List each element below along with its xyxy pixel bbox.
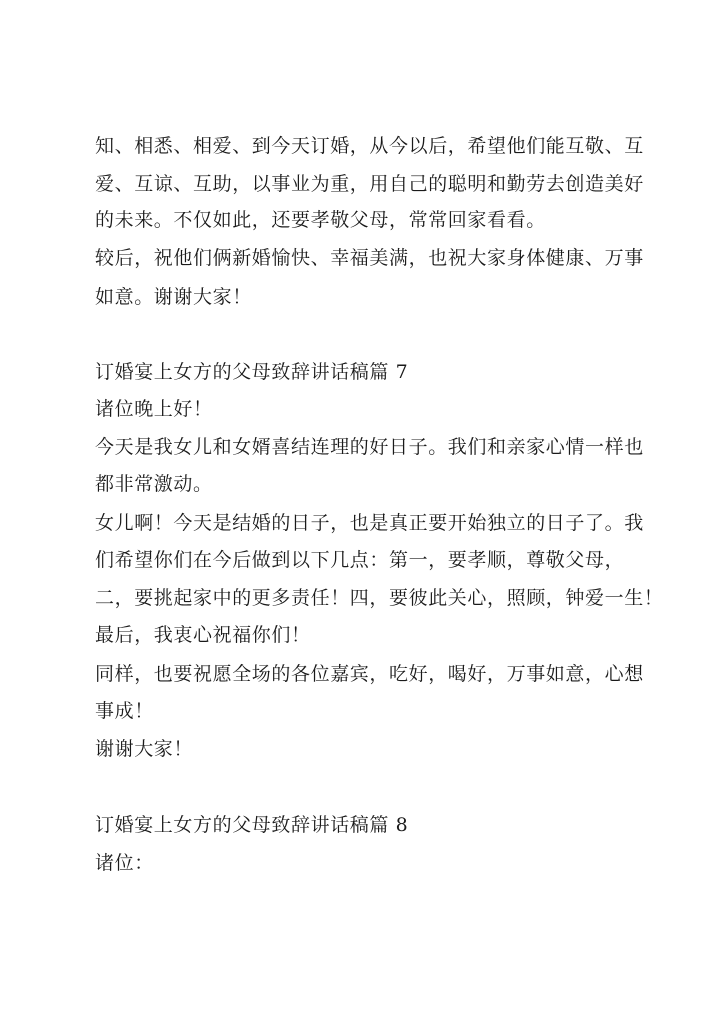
text-line: 知、相悉、相爱、到今天订婚，从今以后，希望他们能互敬、互: [95, 135, 644, 157]
section-heading: 订婚宴上女方的父母致辞讲话稿篇 8: [95, 814, 409, 836]
text-line: 同样，也要祝愿全场的各位嘉宾，吃好，喝好，万事如意，心想: [95, 663, 644, 685]
text-line: 今天是我女儿和女婿喜结连理的好日子。我们和亲家心情一样也: [95, 436, 644, 458]
text-line: 女儿啊！今天是结婚的日子，也是真正要开始独立的日子了。我: [95, 512, 644, 534]
text-line: 诸位：: [95, 852, 154, 874]
text-line: 爱、互谅、互助，以事业为重，用自己的聪明和勤劳去创造美好: [95, 173, 644, 195]
text-line: 事成！: [95, 700, 154, 722]
text-line: 谢谢大家！: [95, 738, 194, 760]
text-line: 如意。谢谢大家！: [95, 286, 252, 308]
text-line: 们希望你们在今后做到以下几点：第一，要孝顺，尊敬父母，: [95, 549, 625, 571]
text-line: 最后，我衷心祝福你们！: [95, 624, 311, 646]
text-line: 较后，祝他们俩新婚愉快、幸福美满，也祝大家身体健康、万事: [95, 247, 644, 269]
text-line: 都非常激动。: [95, 473, 213, 495]
section-heading: 订婚宴上女方的父母致辞讲话稿篇 7: [95, 361, 409, 383]
text-line: 诸位晚上好！: [95, 398, 213, 420]
text-line: 的未来。不仅如此，还要孝敬父母，常常回家看看。: [95, 209, 546, 231]
text-line: 二，要挑起家中的更多责任！四，要彼此关心，照顾，钟爱一生！: [95, 587, 664, 609]
